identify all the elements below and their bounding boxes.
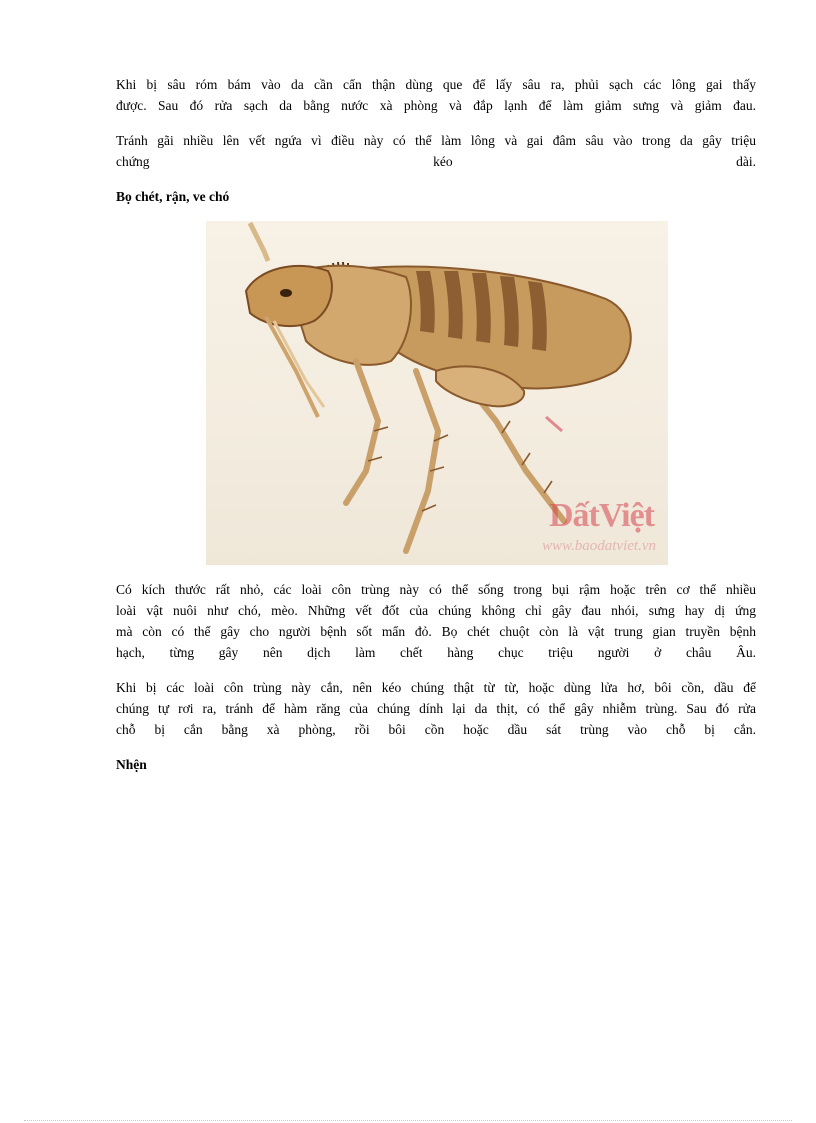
- paragraph-line: chỗ bị cắn bằng xà phòng, rồi bôi cồn hoặc dầu sát trùng vào chỗ bị cắn.: [116, 722, 756, 737]
- paragraph-line: Khi bị sâu róm bám vào da cần cẩn thận dùng que để lấy sâu ra, phủi sạch các lông gai thấy: [116, 77, 756, 92]
- watermark-url: www.baodatviet.vn: [542, 538, 656, 554]
- paragraph-line: Khi bị các loài côn trùng này cắn, nên kéo chúng thật từ từ, hoặc dùng lửa hơ, bôi cồn, dầu để: [116, 680, 756, 695]
- flea-eye: [280, 289, 292, 297]
- paragraph-caterpillar-treatment: [116, 74, 756, 116]
- page-bottom-rule: [24, 1120, 792, 1121]
- paragraph-flea-description: [116, 579, 756, 663]
- paragraph-line: Có kích thước rất nhỏ, các loài côn trùng này có thể sống trong bụi rậm hoặc trên cơ thể nhiều: [116, 582, 756, 597]
- paragraph-line: mà còn có thể gây cho người bệnh sốt mẩn đỏ. Bọ chét chuột còn là vật trung gian truyền bệnh: [116, 624, 756, 639]
- paragraph-line: chúng tự rơi ra, tránh để hàm răng của chúng dính lại da thịt, có thể gây nhiễm trùng. Sau đó rửa: [116, 701, 756, 716]
- paragraph-line: hạch, từng gây nên dịch làm chết hàng chục triệu người ở châu Âu.: [116, 645, 756, 660]
- paragraph-flea-treatment: [116, 677, 756, 740]
- paragraph-line: loài vật nuôi như chó, mèo. Những vết đốt của chúng không chỉ gây đau nhói, sưng hay dị ứng: [116, 603, 756, 618]
- watermark-brand: DấtViệt: [548, 497, 654, 534]
- flea-photo: [206, 221, 668, 565]
- paragraph-line: Tránh gãi nhiều lên vết ngứa vì điều này có thể làm lông và gai đâm sâu vào trong da gây triệu: [116, 133, 756, 148]
- paragraph-line: được. Sau đó rửa sạch da bằng nước xà phòng và đắp lạnh để làm giảm sưng và giảm đau.: [116, 98, 756, 113]
- flea-bristle: [546, 417, 562, 431]
- section-heading-spiders: Nhện: [116, 757, 147, 772]
- document-page: [116, 74, 756, 775]
- flea-antenna: [250, 223, 268, 261]
- paragraph-avoid-scratching: [116, 130, 756, 172]
- paragraph-line: chứng kéo dài.: [116, 154, 756, 169]
- section-heading-fleas: Bọ chét, rận, ve chó: [116, 189, 230, 204]
